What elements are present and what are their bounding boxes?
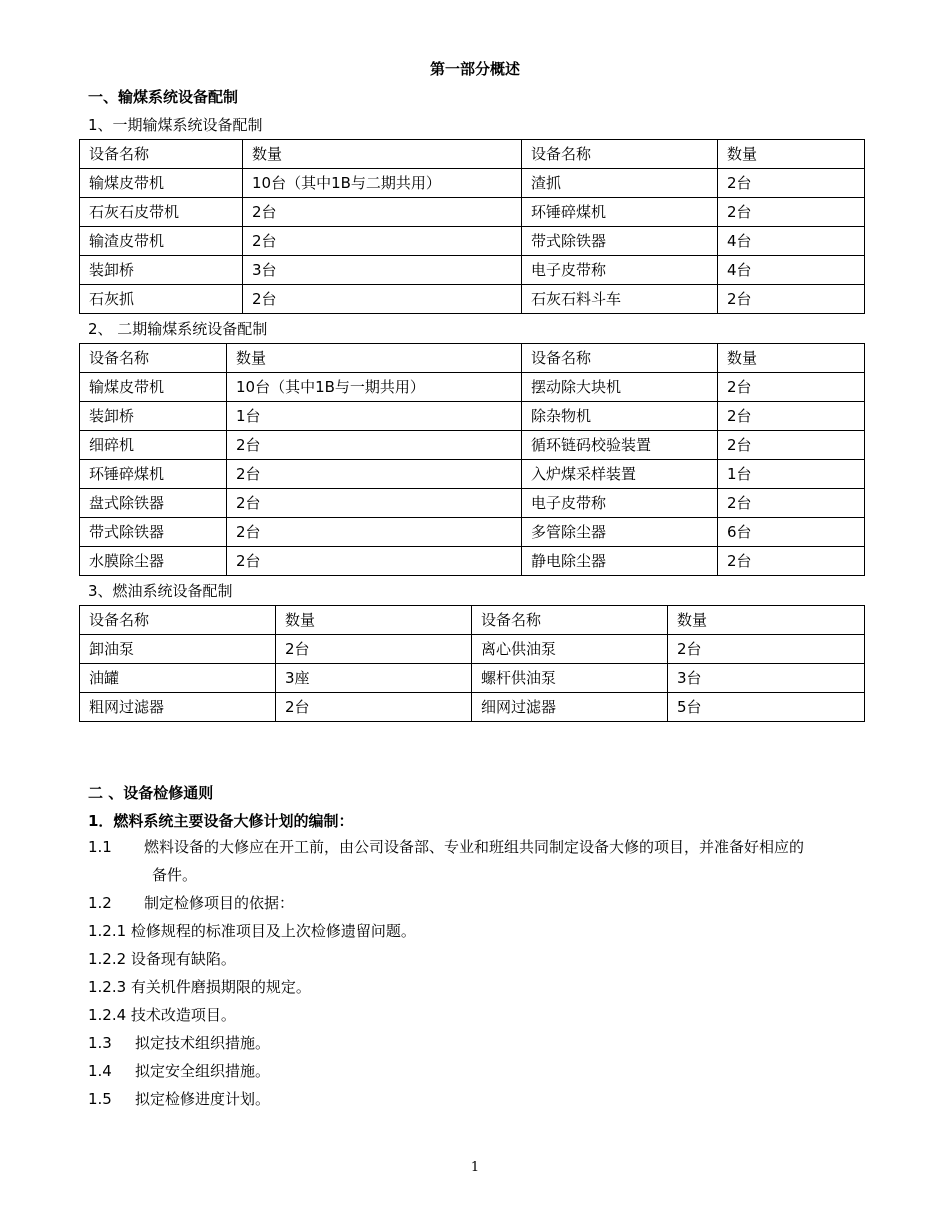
table-cell: 2台 — [718, 402, 865, 431]
table-cell: 2台 — [227, 460, 522, 489]
para-1-3-number: 1.3 — [88, 1034, 112, 1052]
table-cell: 3座 — [276, 664, 472, 693]
table-cell: 2台 — [718, 198, 865, 227]
table-cell: 螺杆供油泵 — [472, 664, 668, 693]
page-number: 1 — [470, 1160, 480, 1175]
fuel-oil-equipment-table — [79, 605, 865, 722]
para-1-4-text: 拟定安全组织措施。 — [135, 1062, 271, 1080]
table-cell: 1台 — [227, 402, 522, 431]
table-cell: 细网过滤器 — [472, 693, 668, 722]
table-row — [80, 198, 865, 227]
page-title: 第一部分概述 — [429, 60, 520, 78]
table-cell: 环锤碎煤机 — [522, 198, 718, 227]
para-1-2-number: 1.2 — [88, 894, 112, 912]
para-1-2-2: 1.2.2 设备现有缺陷。 — [88, 950, 236, 968]
table-cell: 10台（其中1B与二期共用） — [243, 169, 522, 198]
table-header-cell: 数量 — [668, 606, 865, 635]
table-cell: 粗网过滤器 — [80, 693, 276, 722]
table-cell: 装卸桥 — [80, 402, 227, 431]
table-header-cell: 数量 — [227, 344, 522, 373]
table-cell: 2台 — [718, 169, 865, 198]
coal-phase1-equipment-table — [79, 139, 865, 314]
table-cell: 电子皮带称 — [522, 256, 718, 285]
table-row — [80, 693, 865, 722]
table-cell: 6台 — [718, 518, 865, 547]
table-cell: 油罐 — [80, 664, 276, 693]
table-cell: 2台 — [276, 693, 472, 722]
table-cell: 2台 — [227, 547, 522, 576]
table-cell: 卸油泵 — [80, 635, 276, 664]
table-cell: 石灰石皮带机 — [80, 198, 243, 227]
table-row — [80, 169, 865, 198]
table-row — [80, 635, 865, 664]
table-header-row — [80, 344, 865, 373]
table-cell: 入炉煤采样装置 — [522, 460, 718, 489]
table-header-cell: 数量 — [718, 344, 865, 373]
table-cell: 2台 — [243, 227, 522, 256]
para-1-4-number: 1.4 — [88, 1062, 112, 1080]
table-header-cell: 设备名称 — [80, 606, 276, 635]
table-row — [80, 431, 865, 460]
table-row — [80, 518, 865, 547]
table-cell: 装卸桥 — [80, 256, 243, 285]
table-header-cell: 设备名称 — [522, 140, 718, 169]
section2-heading: 二 、设备检修通则 — [88, 784, 214, 802]
table-cell: 4台 — [718, 227, 865, 256]
table-row — [80, 256, 865, 285]
table-cell: 4台 — [718, 256, 865, 285]
table-cell: 环锤碎煤机 — [80, 460, 227, 489]
table-header-row — [80, 606, 865, 635]
table-cell: 2台 — [227, 489, 522, 518]
table-cell: 离心供油泵 — [472, 635, 668, 664]
table-cell: 多管除尘器 — [522, 518, 718, 547]
para-1-2-3: 1.2.3 有关机件磨损期限的规定。 — [88, 978, 311, 996]
para-1-1-number: 1.1 — [88, 838, 112, 856]
table-cell: 循环链码校验装置 — [522, 431, 718, 460]
table-cell: 3台 — [668, 664, 865, 693]
table-header-row — [80, 140, 865, 169]
table-cell: 10台（其中1B与一期共用） — [227, 373, 522, 402]
para-1-2-4: 1.2.4 技术改造项目。 — [88, 1006, 236, 1024]
table-cell: 输渣皮带机 — [80, 227, 243, 256]
table-cell: 1台 — [718, 460, 865, 489]
para-1-2-1: 1.2.1 检修规程的标准项目及上次检修遗留问题。 — [88, 922, 416, 940]
table-row — [80, 489, 865, 518]
para-1-2-text: 制定检修项目的依据： — [144, 894, 295, 912]
table-row — [80, 547, 865, 576]
table-header-cell: 数量 — [718, 140, 865, 169]
para-1-1-line1: 燃料设备的大修应在开工前，由公司设备部、专业和班组共同制定设备大修的项目，并准备好相应的 — [144, 838, 805, 856]
table-cell: 5台 — [668, 693, 865, 722]
para-1-3-text: 拟定技术组织措施。 — [135, 1034, 271, 1052]
table-row — [80, 227, 865, 256]
table-cell: 2台 — [718, 431, 865, 460]
table-row — [80, 373, 865, 402]
table-cell: 2台 — [227, 518, 522, 547]
table-cell: 带式除铁器 — [80, 518, 227, 547]
subsection3-heading: 3、燃油系统设备配制 — [88, 582, 233, 600]
table-cell: 2台 — [718, 489, 865, 518]
table-cell: 2台 — [718, 373, 865, 402]
subsection2-heading: 2、 二期输煤系统设备配制 — [88, 320, 268, 338]
section1-heading: 一、输煤系统设备配制 — [88, 88, 239, 106]
table-cell: 石灰抓 — [80, 285, 243, 314]
table-row — [80, 402, 865, 431]
table-cell: 电子皮带称 — [522, 489, 718, 518]
table-cell: 输煤皮带机 — [80, 169, 243, 198]
para-1-5-text: 拟定检修进度计划。 — [135, 1090, 271, 1108]
table-header-cell: 设备名称 — [472, 606, 668, 635]
table-cell: 2台 — [243, 198, 522, 227]
table-cell: 石灰石料斗车 — [522, 285, 718, 314]
coal-phase2-equipment-table — [79, 343, 865, 576]
table-cell: 带式除铁器 — [522, 227, 718, 256]
table-cell: 2台 — [668, 635, 865, 664]
table-header-cell: 设备名称 — [80, 140, 243, 169]
table-header-cell: 设备名称 — [522, 344, 718, 373]
table-cell: 水膜除尘器 — [80, 547, 227, 576]
table-cell: 盘式除铁器 — [80, 489, 227, 518]
table-cell: 除杂物机 — [522, 402, 718, 431]
table-cell: 3台 — [243, 256, 522, 285]
table-row — [80, 460, 865, 489]
table-cell: 摆动除大块机 — [522, 373, 718, 402]
table-header-cell: 数量 — [276, 606, 472, 635]
subsection1-heading: 1、一期输煤系统设备配制 — [88, 116, 263, 134]
table-header-cell: 数量 — [243, 140, 522, 169]
table-cell: 2台 — [243, 285, 522, 314]
table-cell: 2台 — [227, 431, 522, 460]
table-header-cell: 设备名称 — [80, 344, 227, 373]
table-cell: 细碎机 — [80, 431, 227, 460]
table-row — [80, 285, 865, 314]
table-cell: 2台 — [718, 547, 865, 576]
table-row — [80, 664, 865, 693]
table-cell: 2台 — [718, 285, 865, 314]
table-cell: 静电除尘器 — [522, 547, 718, 576]
table-cell: 输煤皮带机 — [80, 373, 227, 402]
para-1-1-line2: 备件。 — [152, 866, 198, 884]
table-cell: 2台 — [276, 635, 472, 664]
para-1-5-number: 1.5 — [88, 1090, 112, 1108]
table-cell: 渣抓 — [522, 169, 718, 198]
section2-sub1-heading: 1．燃料系统主要设备大修计划的编制： — [88, 812, 354, 830]
